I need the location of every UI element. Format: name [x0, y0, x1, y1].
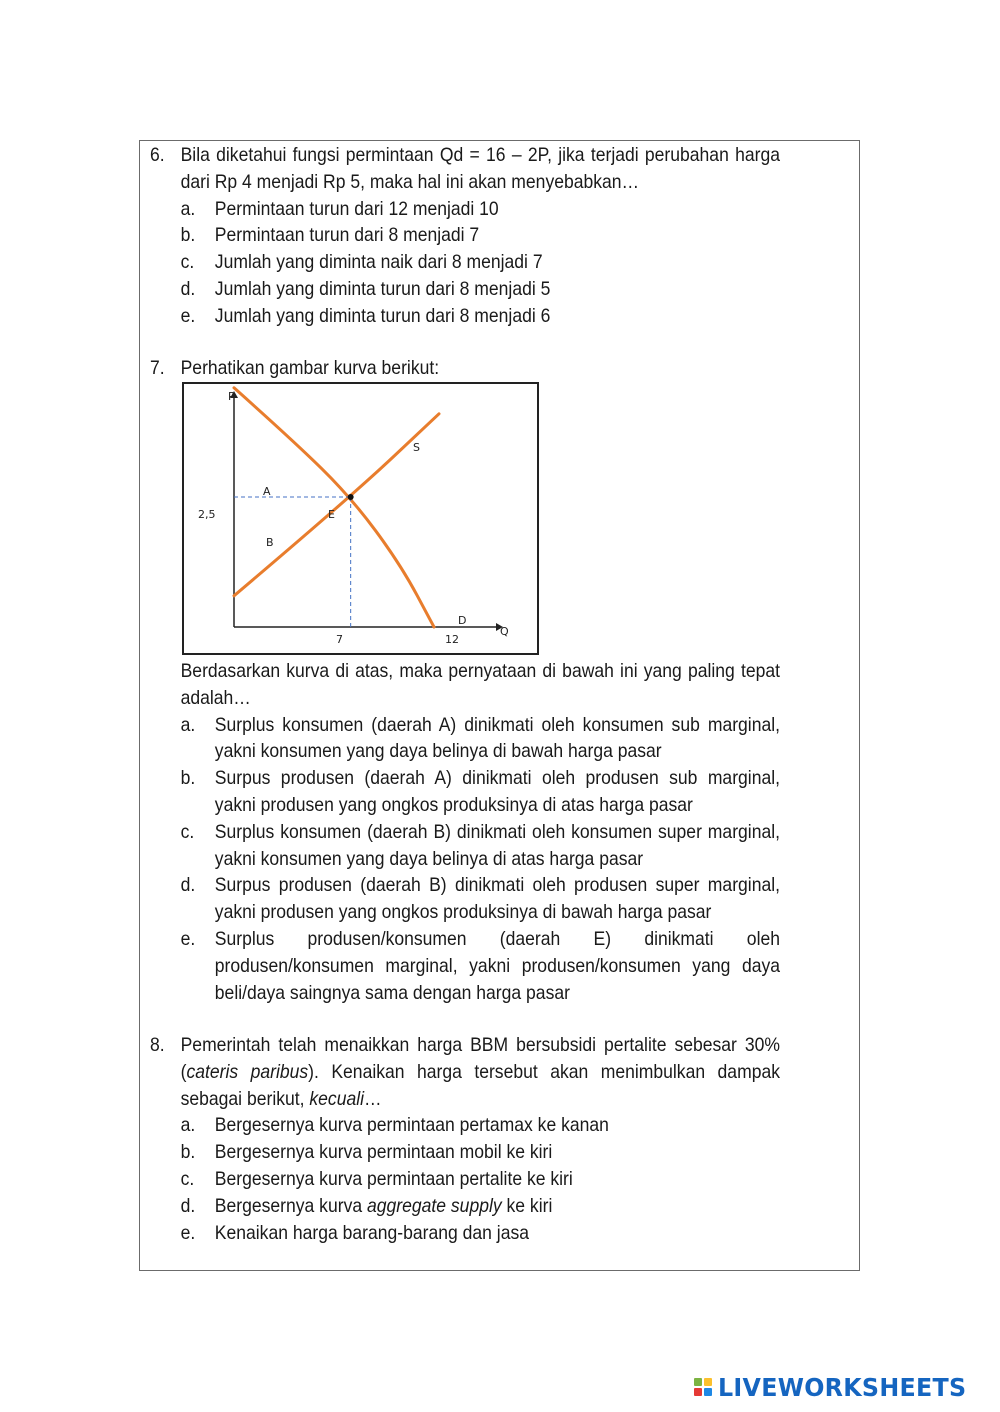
option-list	[181, 712, 780, 1007]
demand-curve-label: D	[458, 614, 467, 627]
equilibrium-label: E	[328, 508, 335, 521]
option-letter: a.	[180, 1114, 196, 1137]
liveworksheets-logo-icon	[694, 1378, 712, 1396]
option-list	[181, 196, 780, 330]
question-number: 8.	[150, 1034, 165, 1056]
y-axis-label: P	[228, 390, 235, 403]
stem-italic: kecuali	[309, 1087, 365, 1110]
option-c[interactable]	[181, 249, 780, 276]
question-6	[150, 142, 780, 330]
option-b[interactable]	[181, 765, 780, 819]
logo-square	[704, 1378, 712, 1386]
question-7-continued	[150, 658, 780, 1006]
option-e[interactable]	[181, 303, 780, 330]
option-letter: e.	[180, 304, 196, 327]
logo-square	[704, 1388, 712, 1396]
option-c[interactable]	[181, 819, 780, 873]
option-text: Jumlah yang diminta turun dari 8 menjadi 6	[214, 304, 551, 327]
option-letter: a.	[180, 713, 196, 736]
option-italic: aggregate supply	[366, 1194, 502, 1217]
option-letter: c.	[180, 251, 195, 274]
question-stem-continued: Berdasarkan kurva di atas, maka pernyataan di bawah ini yang paling tepat adalah…	[180, 660, 781, 709]
option-text: Bergesernya kurva permintaan pertamax ke kanan	[214, 1114, 609, 1137]
chart-canvas	[184, 384, 537, 653]
option-letter: d.	[180, 1194, 196, 1217]
option-a[interactable]	[181, 196, 780, 223]
question-stem: Bila diketahui fungsi permintaan Qd = 16 – 2P, jika terjadi perubahan harga dari Rp 4 menjadi Rp 5, maka hal ini akan menyebabkan…	[180, 144, 781, 193]
question-number: 7.	[150, 357, 165, 379]
region-label-b: B	[266, 536, 274, 549]
option-list	[181, 1112, 780, 1246]
option-b[interactable]	[181, 222, 780, 249]
region-label-a: A	[263, 485, 271, 498]
option-text: Jumlah yang diminta turun dari 8 menjadi 5	[214, 277, 551, 300]
x-tick-label: 12	[445, 633, 459, 646]
option-d[interactable]	[181, 276, 780, 303]
option-text: Surpus produsen (daerah A) dinikmati oleh produsen sub marginal, yakni produsen yang ongkos produksinya di atas harga pasar	[214, 767, 780, 816]
option-text: Kenaikan harga barang-barang dan jasa	[214, 1221, 529, 1244]
option-text: Bergesernya kurva permintaan pertalite ke kiri	[214, 1167, 573, 1190]
question-7	[150, 355, 780, 382]
option-text: Jumlah yang diminta naik dari 8 menjadi 7	[214, 251, 543, 274]
option-e[interactable]	[181, 1220, 780, 1247]
y-tick-label: 2,5	[198, 508, 216, 521]
option-a[interactable]	[181, 712, 780, 766]
logo-square	[694, 1388, 702, 1396]
option-b[interactable]	[181, 1139, 780, 1166]
stem-text: Pemerintah telah menaikkan harga BBM bersubsidi pertalite sebesar 30% (	[180, 1034, 781, 1083]
x-axis-label: Q	[500, 625, 509, 638]
option-text: Surplus produsen/konsumen (daerah E) dinikmati oleh produsen/konsumen marginal, yakni produsen/konsumen yang daya beli/daya saingnya sama dengan harga pasar	[214, 927, 780, 1004]
question-stem	[181, 1032, 780, 1112]
option-letter: b.	[180, 767, 196, 790]
question-8	[150, 1032, 780, 1246]
option-c[interactable]	[181, 1166, 780, 1193]
option-text: Bergesernya kurva permintaan mobil ke kiri	[214, 1141, 553, 1164]
question-number: 6.	[150, 144, 165, 166]
option-letter: d.	[180, 874, 196, 897]
stem-text: …	[364, 1087, 382, 1110]
supply-curve	[234, 414, 439, 596]
option-letter: e.	[180, 1221, 196, 1244]
option-text: Surplus konsumen (daerah A) dinikmati oleh konsumen sub marginal, yakni konsumen yang daya belinya di bawah harga pasar	[214, 713, 780, 763]
option-letter: c.	[180, 1167, 195, 1190]
option-text: Permintaan turun dari 8 menjadi 7	[214, 224, 480, 247]
logo-square	[694, 1378, 702, 1386]
stem-italic: cateris paribus	[186, 1060, 309, 1083]
option-text: Surpus produsen (daerah B) dinikmati oleh produsen super marginal, yakni produsen yang ongkos produksinya di bawah harga pasar	[214, 874, 780, 924]
option-text: Surplus konsumen (daerah B) dinikmati oleh konsumen super marginal, yakni konsumen yang daya belinya di atas harga pasar	[214, 820, 780, 870]
option-d[interactable]	[181, 872, 780, 926]
supply-curve-label: S	[413, 441, 420, 454]
question-stem: Perhatikan gambar kurva berikut:	[180, 357, 440, 379]
brand-name: LIVEWORKSHEETS	[718, 1372, 967, 1402]
option-letter: e.	[180, 927, 196, 950]
option-text: Bergesernya kurva	[214, 1194, 367, 1217]
supply-demand-chart	[182, 382, 539, 655]
option-text: Permintaan turun dari 12 menjadi 10	[214, 197, 499, 220]
option-letter: c.	[180, 820, 195, 843]
equilibrium-point	[348, 494, 354, 500]
x-tick-label: 7	[336, 633, 343, 646]
option-letter: b.	[180, 224, 196, 247]
option-text: ke kiri	[501, 1194, 553, 1217]
liveworksheets-brand	[694, 1373, 979, 1401]
option-letter: b.	[180, 1141, 196, 1164]
option-letter: d.	[180, 277, 196, 300]
option-e[interactable]	[181, 926, 780, 1006]
stem-text: ). Kenaikan harga tersebut akan menimbulkan dampak sebagai berikut,	[180, 1060, 780, 1110]
option-a[interactable]	[181, 1112, 780, 1139]
option-d[interactable]	[181, 1193, 780, 1220]
option-letter: a.	[180, 197, 196, 220]
